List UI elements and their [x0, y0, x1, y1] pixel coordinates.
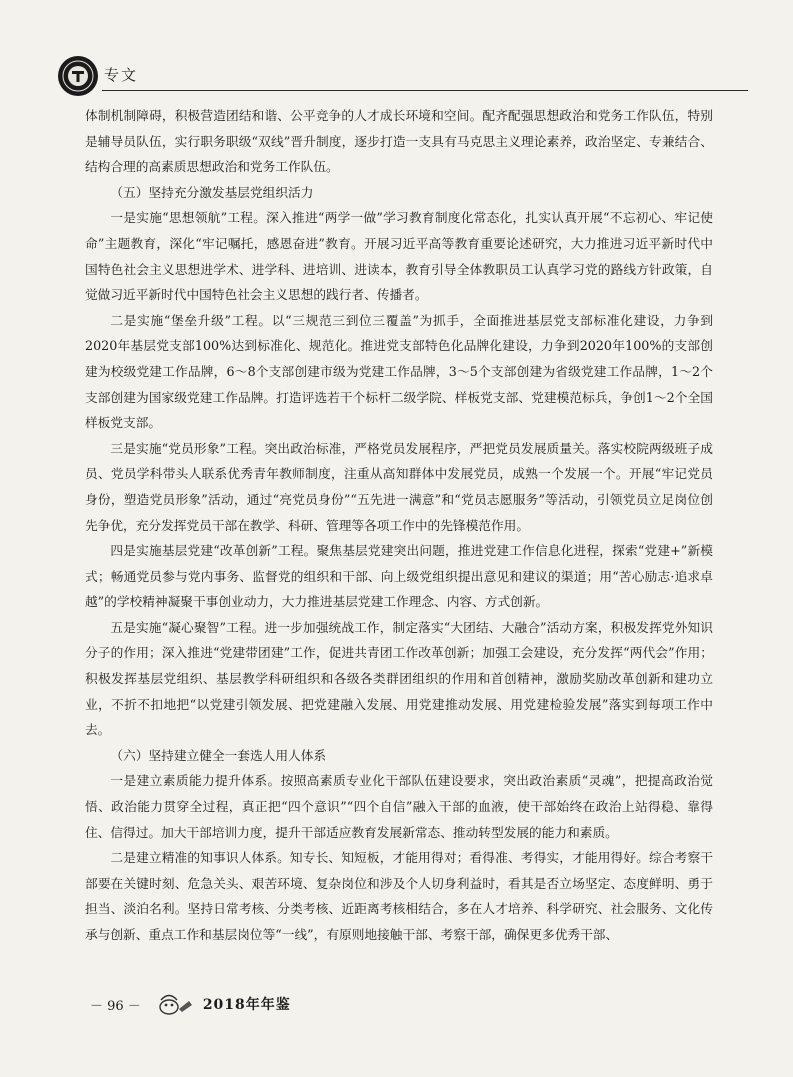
page-header — [58, 56, 748, 96]
paragraph-continued: 体制机制障碍，积极营造团结和谐、公平竞争的人才成长环境和空间。配齐配强思想政治和党务工作队伍，特别是辅导员队伍，实行职务职级“双线”晋升制度，逐步打造一支具有马克思主义理论素养，政治坚定、专兼结合、结构合理的高素质思想政治和党务工作队伍。 — [85, 108, 713, 175]
university-logo — [58, 56, 98, 96]
article-body — [85, 103, 713, 948]
section-heading-five: （五）坚持充分激发基层党组织活力 — [110, 184, 314, 200]
paragraph: 一是建立素质能力提升体系。按照高素质专业化干部队伍建设要求，突出政治素质“灵魂”，把提高政治觉悟、政治能力贯穿全过程，真正把“四个意识”“四个自信”融入干部的血液，使干部始终在政治上站得稳、靠得住、信得过。加大干部培训力度，提升干部适应教育发展新常态、推动转型发展的能力和素质。 — [85, 773, 713, 840]
paragraph: 四是实施基层党建“改革创新”工程。聚焦基层党建突出问题，推进党建工作信息化进程，探索“党建+”新模式；畅通党员参与党内事务、监督党的组织和干部、向上级党组织提出意见和建议的渠道；用“苦心励志·追求卓越”的学校精神凝聚干事创业动力，大力推进基层党建工作理念、内容、方式创新。 — [85, 543, 713, 610]
mascot-icon — [155, 991, 195, 1017]
yearbook-title: 2018年年鉴 — [202, 997, 291, 1013]
paragraph: 二是实施“堡垒升级”工程。以“三规范三到位三覆盖”为抓手，全面推进基层党支部标准化建设，力争到2020年基层党支部100%达到标准化、规范化。推进党支部特色化品牌化建设，力争到2020年100%的支部创建为校级党建工作品牌，6～8个支部创建市级为党建工作品牌，3～5个支部创建为省级党建工作品牌，1～2个支部创建为国家级党建工作品牌。打造评选若干个标杆二级学院、样板党支部、党建模范标兵，争创1～2个全国样板党支部。 — [85, 312, 713, 431]
page-number: － 96 － — [90, 998, 141, 1014]
section-heading-six: （六）坚持建立健全一套选人用人体系 — [110, 747, 327, 763]
page-footer — [90, 990, 291, 1018]
header-rule — [102, 90, 748, 91]
paragraph: 五是实施“凝心聚智”工程。进一步加强统战工作，制定落实“大团结、大融合”活动方案，积极发挥党外知识分子的作用；深入推进“党建带团建”工作，促进共青团工作改革创新；加强工会建设，充分发挥“两代会”作用；积极发挥基层党组织、基层教学科研组织和各级各类群团组织的作用和首创精神，激励奖励改革创新和建功立业，不折不扣地把“以党建引领发展、把党建融入发展、用党建推动发展、用党建检验发展”落实到每项工作中去。 — [85, 619, 713, 738]
section-label: 专文 — [104, 66, 139, 84]
paragraph: 二是建立精准的知事识人体系。知专长、知短板，才能用得对；看得准、考得实，才能用得好。综合考察干部要在关键时刻、危急关头、艰苦环境、复杂岗位和涉及个人切身利益时，看其是否立场坚定、态度鲜明、勇于担当、淡泊名利。坚持日常考核、分类考核、近距离考核相结合，多在人才培养、科学研究、社会服务、文化传承与创新、重点工作和基层岗位等“一线”，有原则地接触干部、考察干部，确保更多优秀干部、 — [85, 850, 713, 942]
paragraph: 一是实施“思想领航”工程。深入推进“两学一做”学习教育制度化常态化，扎实认真开展“不忘初心、牢记使命”主题教育，深化“牢记嘱托，感恩奋进”教育。开展习近平高等教育重要论述研究，大力推进习近平新时代中国特色社会主义思想进学术、进学科、进培训、进读本，教育引导全体教职员工认真学习党的路线方针政策，自觉做习近平新时代中国特色社会主义思想的践行者、传播者。 — [85, 210, 713, 303]
paragraph: 三是实施“党员形象”工程。突出政治标准，严格党员发展程序，严把党员发展质量关。落实校院两级班子成员、党员学科带头人联系优秀青年教师制度，注重从高知群体中发展党员，成熟一个发展一个。开展“牢记党员身份，塑造党员形象”活动，通过“亮党员身份”“五先进一满意”和“党员志愿服务”等活动，引领党员立足岗位创先争优，充分发挥党员干部在教学、科研、管理等各项工作中的先锋模范作用。 — [85, 440, 713, 533]
